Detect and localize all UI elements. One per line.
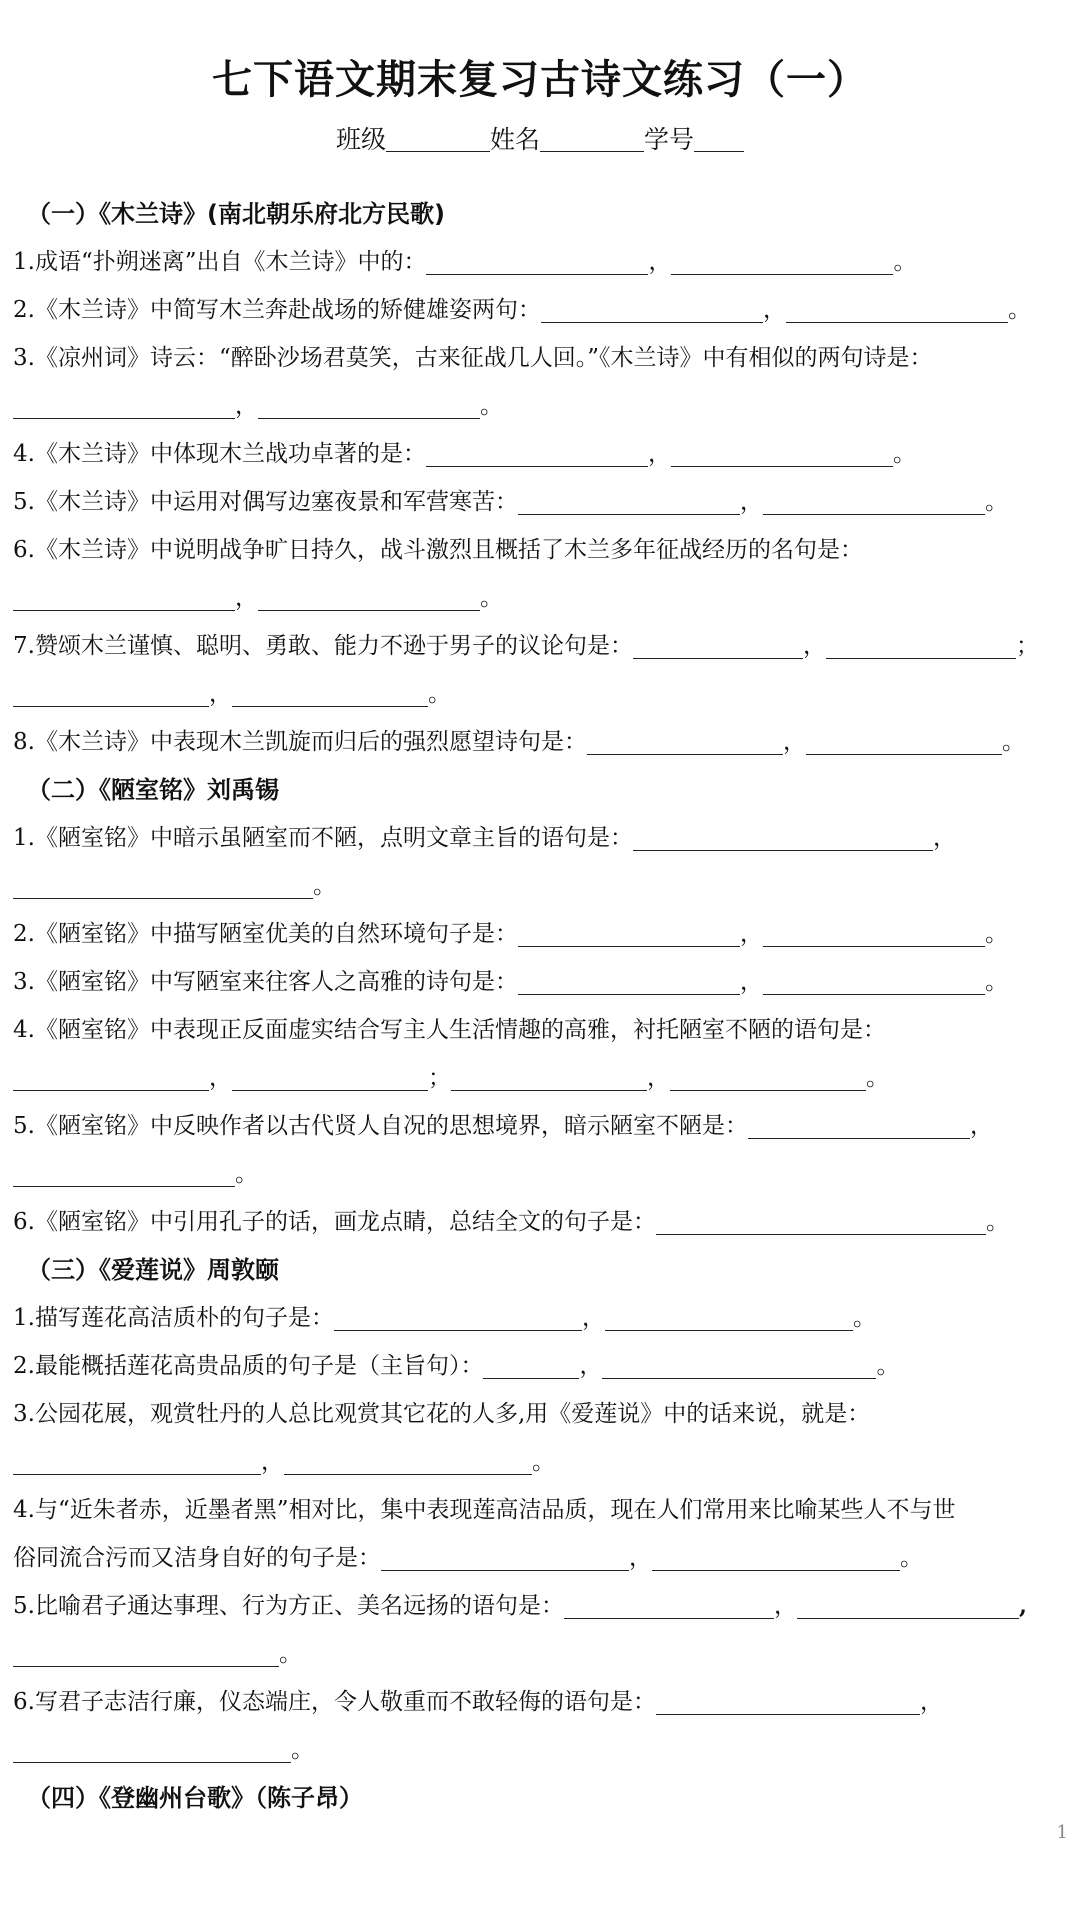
punctuation: ， bbox=[773, 1593, 797, 1619]
question-line bbox=[13, 1198, 1071, 1246]
name-label: 姓名 bbox=[489, 125, 540, 154]
answer-line bbox=[13, 1438, 1071, 1486]
answer-blank[interactable] bbox=[284, 1444, 532, 1475]
answer-line bbox=[13, 1150, 1071, 1198]
punctuation: ， bbox=[209, 1065, 232, 1091]
class-label: 班级 bbox=[335, 125, 386, 154]
answer-blank[interactable] bbox=[518, 964, 740, 995]
answer-blank[interactable] bbox=[806, 724, 1002, 755]
question-text: 3.公园花展，观赏牡丹的人总比观赏其它花的人多,用《爱莲说》中的话来说，就是： bbox=[13, 1401, 871, 1427]
answer-blank[interactable] bbox=[671, 436, 893, 467]
punctuation: , bbox=[1018, 1592, 1027, 1619]
question-text: 3.《陋室铭》中写陋室来往客人之高雅的诗句是： bbox=[13, 969, 518, 995]
answer-blank[interactable] bbox=[381, 1540, 629, 1571]
punctuation: ， bbox=[261, 1449, 284, 1475]
id-field[interactable] bbox=[694, 127, 744, 152]
question-text: 2.《木兰诗》中简写木兰奔赴战场的矫健雄姿两句： bbox=[13, 297, 541, 323]
answer-blank[interactable] bbox=[748, 1108, 970, 1139]
answer-blank[interactable] bbox=[671, 244, 893, 275]
answer-blank[interactable] bbox=[232, 1060, 428, 1091]
question-line bbox=[13, 1678, 1071, 1726]
answer-line bbox=[13, 1054, 1071, 1102]
answer-blank[interactable] bbox=[483, 1348, 579, 1379]
question-text: 8.《木兰诗》中表现木兰凯旋而归后的强烈愿望诗句是： bbox=[13, 729, 587, 755]
question-text: 5.比喻君子通达事理、行为方正、美名远扬的语句是： bbox=[13, 1593, 564, 1619]
answer-blank[interactable] bbox=[587, 724, 783, 755]
question-line bbox=[13, 430, 1071, 478]
punctuation: 。 bbox=[235, 1161, 258, 1187]
question-text: 俗同流合污而又洁身自好的句子是： bbox=[13, 1545, 381, 1571]
question-line bbox=[13, 814, 1071, 862]
question-text: 5.《木兰诗》中运用对偶写边塞夜景和军营寒苦： bbox=[13, 489, 518, 515]
question-text: 4.《陋室铭》中表现正反面虚实结合写主人生活情趣的高雅，衬托陋室不陋的语句是： bbox=[13, 1017, 886, 1043]
answer-blank[interactable] bbox=[258, 580, 480, 611]
answer-blank[interactable] bbox=[797, 1588, 1019, 1619]
punctuation: 。 bbox=[279, 1641, 302, 1667]
answer-blank[interactable] bbox=[564, 1588, 774, 1619]
answer-line bbox=[13, 1630, 1071, 1678]
question-line bbox=[13, 526, 1071, 574]
answer-blank[interactable] bbox=[13, 1732, 291, 1763]
question-line bbox=[13, 1486, 1071, 1534]
punctuation: ， bbox=[629, 1545, 652, 1571]
punctuation: ， bbox=[739, 969, 763, 995]
punctuation: 。 bbox=[892, 441, 916, 467]
question-text: 4.《木兰诗》中体现木兰战功卓著的是： bbox=[13, 441, 426, 467]
question-text: 6.写君子志洁行廉，仪态端庄，令人敬重而不敢轻侮的语句是： bbox=[13, 1689, 656, 1715]
question-text: 1.成语“扑朔迷离”出自《木兰诗》中的： bbox=[13, 249, 427, 275]
punctuation: 。 bbox=[984, 489, 1008, 515]
answer-blank[interactable] bbox=[763, 484, 985, 515]
punctuation: 。 bbox=[1007, 297, 1031, 323]
punctuation: ， bbox=[647, 1065, 670, 1091]
answer-blank[interactable] bbox=[13, 1156, 235, 1187]
punctuation: ； bbox=[428, 1065, 451, 1091]
answer-blank[interactable] bbox=[670, 1060, 866, 1091]
questions-body bbox=[13, 190, 1071, 1822]
answer-blank[interactable] bbox=[13, 1060, 209, 1091]
answer-blank[interactable] bbox=[232, 676, 428, 707]
punctuation: ； bbox=[1015, 633, 1039, 659]
punctuation: 。 bbox=[866, 1065, 889, 1091]
answer-blank[interactable] bbox=[605, 1300, 853, 1331]
punctuation: ， bbox=[762, 297, 786, 323]
punctuation: 。 bbox=[852, 1305, 876, 1331]
punctuation: ， bbox=[648, 249, 672, 275]
answer-blank[interactable] bbox=[633, 628, 803, 659]
question-line bbox=[13, 478, 1071, 526]
question-line bbox=[13, 286, 1071, 334]
question-line bbox=[13, 334, 1071, 382]
punctuation: ， bbox=[969, 1113, 993, 1139]
answer-blank[interactable] bbox=[258, 388, 480, 419]
question-text: 1.《陋室铭》中暗示虽陋室而不陋，点明文章主旨的语句是： bbox=[13, 825, 633, 851]
question-text: 7.赞颂木兰谨慎、聪明、勇敢、能力不逊于男子的议论句是： bbox=[13, 633, 633, 659]
question-text: 4.与“近朱者赤，近墨者黑”相对比，集中表现莲高洁品质，现在人们常用来比喻某些人不与世 bbox=[13, 1497, 956, 1523]
punctuation: ， bbox=[782, 729, 806, 755]
question-line bbox=[13, 1006, 1071, 1054]
punctuation: 。 bbox=[313, 873, 336, 899]
punctuation: 。 bbox=[480, 585, 503, 611]
answer-blank[interactable] bbox=[334, 1300, 582, 1331]
question-line bbox=[13, 1582, 1071, 1630]
punctuation: ， bbox=[647, 441, 671, 467]
answer-line bbox=[13, 574, 1071, 622]
answer-blank[interactable] bbox=[518, 484, 740, 515]
punctuation: ， bbox=[581, 1305, 605, 1331]
student-info-line bbox=[0, 120, 1080, 156]
page-title: 七下语文期末复习古诗文练习（一） bbox=[212, 57, 868, 103]
punctuation: 。 bbox=[428, 681, 451, 707]
question-text: 3.《凉州词》诗云：“醉卧沙场君莫笑，古来征战几人回。”《木兰诗》中有相似的两句诗是： bbox=[13, 345, 933, 371]
question-text: 5.《陋室铭》中反映作者以古代贤人自况的思想境界，暗示陋室不陋是： bbox=[13, 1113, 748, 1139]
answer-blank[interactable] bbox=[763, 964, 985, 995]
section-heading: （三）《爱莲说》周敦颐 bbox=[27, 1256, 279, 1284]
punctuation: 。 bbox=[985, 1209, 1009, 1235]
answer-line bbox=[13, 382, 1071, 430]
question-text: 1.描写莲花高洁质朴的句子是： bbox=[13, 1305, 334, 1331]
answer-blank[interactable] bbox=[426, 244, 648, 275]
punctuation: ， bbox=[739, 921, 763, 947]
answer-blank[interactable] bbox=[656, 1204, 986, 1235]
answer-blank[interactable] bbox=[633, 820, 933, 851]
answer-blank[interactable] bbox=[13, 580, 235, 611]
punctuation: 。 bbox=[1001, 729, 1025, 755]
answer-blank[interactable] bbox=[13, 868, 313, 899]
question-text: 6.《木兰诗》中说明战争旷日持久，战斗激烈且概括了木兰多年征战经历的名句是： bbox=[13, 537, 863, 563]
id-label: 学号 bbox=[644, 125, 695, 154]
punctuation: 。 bbox=[291, 1737, 314, 1763]
section-heading: （四）《登幽州台歌》（陈子昂） bbox=[27, 1784, 363, 1812]
answer-blank[interactable] bbox=[763, 916, 985, 947]
punctuation: ， bbox=[235, 585, 258, 611]
answer-blank[interactable] bbox=[602, 1348, 876, 1379]
answer-blank[interactable] bbox=[451, 1060, 647, 1091]
question-line bbox=[13, 718, 1071, 766]
answer-line bbox=[13, 862, 1071, 910]
punctuation: ， bbox=[932, 825, 956, 851]
punctuation: ， bbox=[209, 681, 232, 707]
class-field[interactable] bbox=[386, 127, 490, 152]
punctuation: 。 bbox=[532, 1449, 555, 1475]
answer-blank[interactable] bbox=[13, 1444, 261, 1475]
answer-blank[interactable] bbox=[652, 1540, 900, 1571]
question-line bbox=[13, 238, 1071, 286]
name-field[interactable] bbox=[540, 127, 644, 152]
question-text: 2.《陋室铭》中描写陋室优美的自然环境句子是： bbox=[13, 921, 518, 947]
question-line bbox=[13, 1294, 1071, 1342]
section-heading: （一）《木兰诗》(南北朝乐府北方民歌) bbox=[27, 200, 445, 228]
question-line bbox=[13, 1390, 1071, 1438]
question-line bbox=[13, 1534, 1071, 1582]
question-line bbox=[13, 1342, 1071, 1390]
page-number: 1 bbox=[1056, 1822, 1068, 1843]
punctuation: ， bbox=[739, 489, 763, 515]
answer-blank[interactable] bbox=[656, 1684, 920, 1715]
answer-blank[interactable] bbox=[13, 1636, 279, 1667]
answer-blank[interactable] bbox=[13, 676, 209, 707]
answer-line bbox=[13, 1726, 1071, 1774]
punctuation: 。 bbox=[480, 393, 503, 419]
answer-line bbox=[13, 670, 1071, 718]
section-heading: （二）《陋室铭》刘禹锡 bbox=[27, 776, 279, 804]
answer-blank[interactable] bbox=[826, 628, 1016, 659]
question-line bbox=[13, 622, 1071, 670]
punctuation: ， bbox=[919, 1689, 943, 1715]
punctuation: ， bbox=[235, 393, 258, 419]
question-line bbox=[13, 958, 1071, 1006]
punctuation: ， bbox=[579, 1353, 603, 1379]
answer-blank[interactable] bbox=[426, 436, 648, 467]
punctuation: 。 bbox=[984, 921, 1008, 947]
answer-blank[interactable] bbox=[786, 292, 1008, 323]
question-text: 2.最能概括莲花高贵品质的句子是（主旨句）： bbox=[13, 1353, 484, 1379]
answer-blank[interactable] bbox=[518, 916, 740, 947]
answer-blank[interactable] bbox=[13, 388, 235, 419]
question-line bbox=[13, 1102, 1071, 1150]
punctuation: 。 bbox=[900, 1545, 923, 1571]
punctuation: 。 bbox=[876, 1353, 900, 1379]
question-line bbox=[13, 910, 1071, 958]
answer-blank[interactable] bbox=[541, 292, 763, 323]
punctuation: 。 bbox=[893, 249, 917, 275]
question-text: 6.《陋室铭》中引用孔子的话，画龙点睛，总结全文的句子是： bbox=[13, 1209, 656, 1235]
punctuation: ， bbox=[802, 633, 826, 659]
punctuation: 。 bbox=[984, 969, 1008, 995]
